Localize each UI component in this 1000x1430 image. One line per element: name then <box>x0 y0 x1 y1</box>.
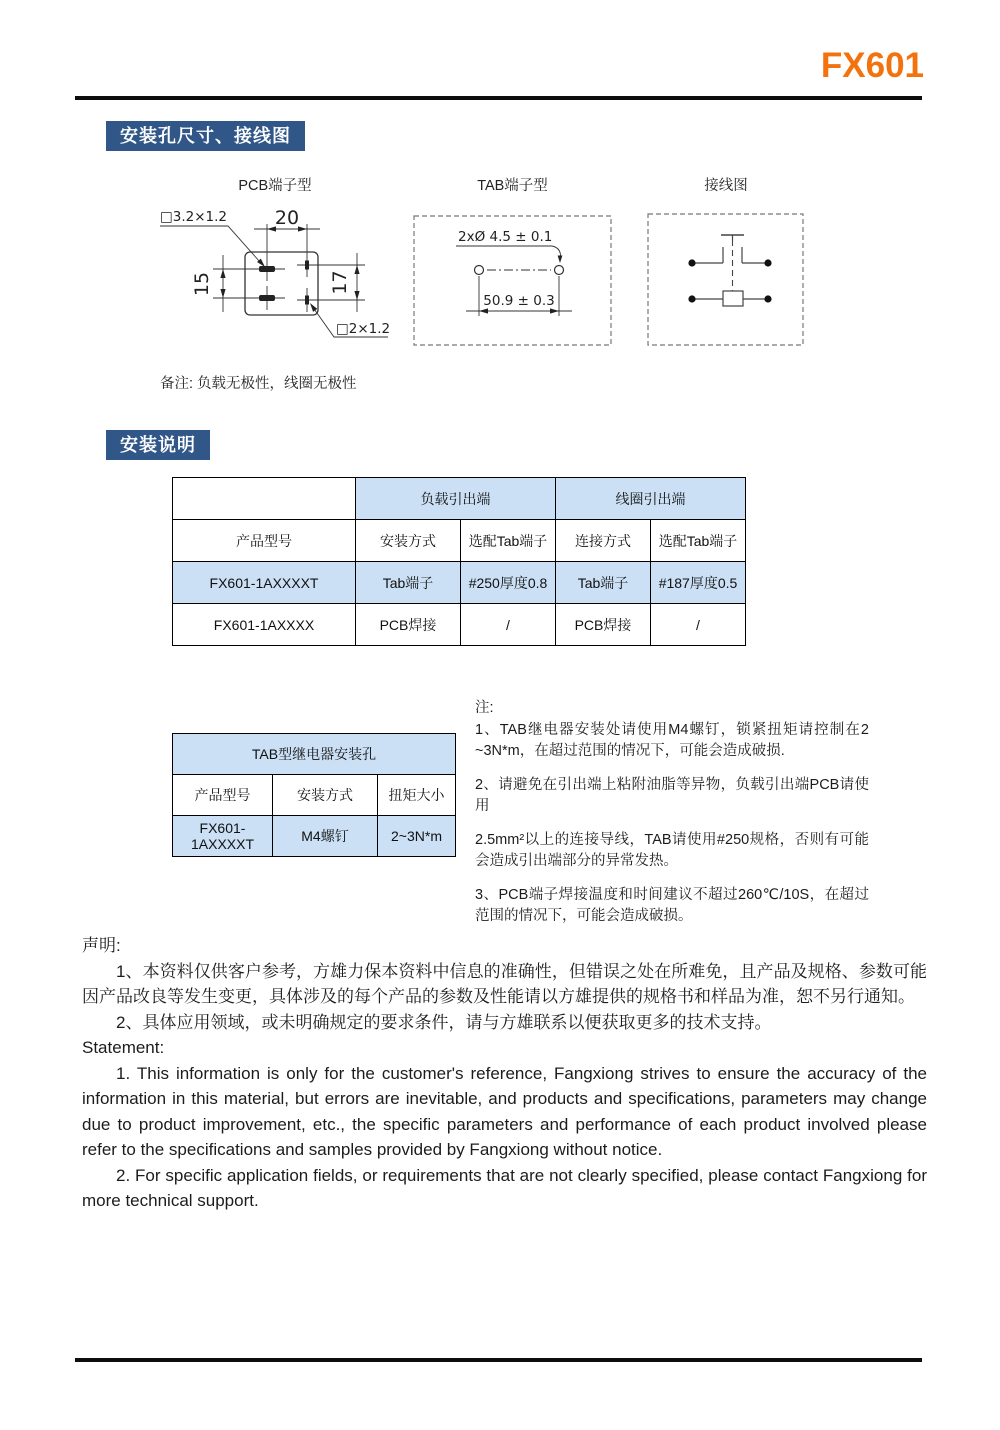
polarity-note: 备注: 负载无极性，线圈无极性 <box>160 376 357 392</box>
installation-notes <box>475 698 869 940</box>
wiring-diagram-frame <box>648 214 803 345</box>
contact-terminal-left <box>688 259 695 266</box>
tab-mounting-drawing <box>410 200 615 358</box>
cell: M4螺钉 <box>273 816 378 857</box>
cell: Tab端子 <box>556 562 651 604</box>
note-item: 3、PCB端子焊接温度和时间建议不超过260℃/10S，在超过范围的情况下，可能会造成破损。 <box>475 886 869 924</box>
pcb-pin-hole-bottom-right <box>305 296 309 305</box>
pcb-pin-hole-top-right <box>305 261 309 270</box>
pcb-footprint-drawing <box>150 200 400 358</box>
table-row <box>173 604 746 646</box>
cell: PCB焊接 <box>556 604 651 646</box>
table-row <box>173 816 456 857</box>
col-header: 扭矩大小 <box>378 775 456 816</box>
header-rule <box>75 96 922 100</box>
note-item: 2、请避免在引出端上粘附油脂等异物，负载引出端PCB请使用 <box>475 776 869 814</box>
col-header: 选配Tab端子 <box>461 520 556 562</box>
empty-header-cell <box>173 478 356 520</box>
table-row <box>173 520 746 562</box>
cell: #250厚度0.8 <box>461 562 556 604</box>
section-header-mounting-dimensions: 安装孔尺寸、接线图 <box>106 121 305 151</box>
group-header-load: 负载引出端 <box>356 478 556 520</box>
cell: #187厚度0.5 <box>651 562 746 604</box>
note-item: 1、TAB继电器安装处请使用M4螺钉，锁紧扭矩请控制在2 ~3N*m，在超过范围的情况下，可能会造成破损. <box>475 721 869 759</box>
pcb-terminal-diagram <box>150 176 400 358</box>
coil-symbol <box>723 291 743 306</box>
pcb-diagram-title: PCB端子型 <box>238 178 312 194</box>
label-slot-size: □3.2×1.2 <box>160 209 228 225</box>
cell: 2~3N*m <box>378 816 456 857</box>
statement-label-zh: 声明: <box>82 936 121 955</box>
label-pin-size: □2×1.2 <box>336 321 391 337</box>
tab-terminal-diagram <box>410 176 615 358</box>
statement-item-en: 1. This information is only for the customer's reference, Fangxiong strives to ensure the accuracy of the information in this material, but errors are inevitable, and products and specifications, parameters may change due to product improvement, etc., the specific parameters and performance of each product involved please refer to the specifications and samples provided by Fangxiong without notice. <box>82 1063 927 1159</box>
wiring-schematic-drawing <box>645 200 807 358</box>
statement-item-zh: 2、具体应用领域，或未明确规定的要求条件，请与方雄联系以便获取更多的技术支持。 <box>116 1012 772 1032</box>
coil-terminal-right <box>764 295 771 302</box>
cell-model: FX601-1AXXXXT <box>173 816 273 857</box>
dim-pin-pitch-right: 17 <box>329 270 351 295</box>
dim-pin-pitch-horizontal: 20 <box>274 207 300 229</box>
tab-diagram-title: TAB端子型 <box>477 178 548 194</box>
terminal-connection-table <box>172 477 746 646</box>
statement-item-zh: 1、本资料仅供客户参考，方雄力保本资料中信息的准确性，但错误之处在所难免，且产品及规格、参数可能因产品改良等发生变更，具体涉及的每个产品的参数及性能请以方雄提供的规格书和样品为准，恕不另行通知。 <box>82 961 927 1006</box>
table-title: TAB型继电器安装孔 <box>173 734 456 775</box>
col-header: 选配Tab端子 <box>651 520 746 562</box>
mounting-hole-table <box>172 733 456 857</box>
section-header-installation: 安装说明 <box>106 430 210 460</box>
col-header: 安装方式 <box>356 520 461 562</box>
col-header: 产品型号 <box>173 775 273 816</box>
mounting-hole-left <box>475 266 484 275</box>
label-hole-pitch: 50.9 ± 0.3 <box>483 293 555 309</box>
wiring-diagram-title: 接线图 <box>704 178 748 194</box>
statement-label-en: Statement: <box>82 1038 165 1057</box>
col-header: 连接方式 <box>556 520 651 562</box>
label-hole-diameter: 2xØ 4.5 ± 0.1 <box>458 229 553 245</box>
coil-terminal-left <box>688 295 695 302</box>
note-item: 2.5mm²以上的连接导线，TAB请使用#250规格，否则有可能会造成引出端部分的异常发热。 <box>475 831 869 869</box>
contact-terminal-right <box>764 259 771 266</box>
notes-label: 注: <box>475 700 494 716</box>
wiring-diagram <box>645 176 807 358</box>
cell-model: FX601-1AXXXX <box>173 604 356 646</box>
pcb-slot-hole-top-left <box>259 266 275 272</box>
page-title: FX601 <box>820 46 924 85</box>
table-row <box>173 734 456 775</box>
table-row <box>173 775 456 816</box>
cell: / <box>461 604 556 646</box>
cell: Tab端子 <box>356 562 461 604</box>
footer-rule <box>75 1358 922 1362</box>
dim-pin-pitch-left: 15 <box>191 271 213 297</box>
pcb-slot-hole-bottom-left <box>259 295 275 301</box>
mounting-hole-right <box>555 266 564 275</box>
cell: PCB焊接 <box>356 604 461 646</box>
cell-model: FX601-1AXXXXT <box>173 562 356 604</box>
col-header: 产品型号 <box>173 520 356 562</box>
statement-section <box>82 933 927 1214</box>
table-row <box>173 562 746 604</box>
cell: / <box>651 604 746 646</box>
group-header-coil: 线圈引出端 <box>556 478 746 520</box>
table-row <box>173 478 746 520</box>
statement-item-en: 2. For specific application fields, or requirements that are not clearly specified, please contact Fangxiong for more technical support. <box>82 1165 927 1210</box>
col-header: 安装方式 <box>273 775 378 816</box>
